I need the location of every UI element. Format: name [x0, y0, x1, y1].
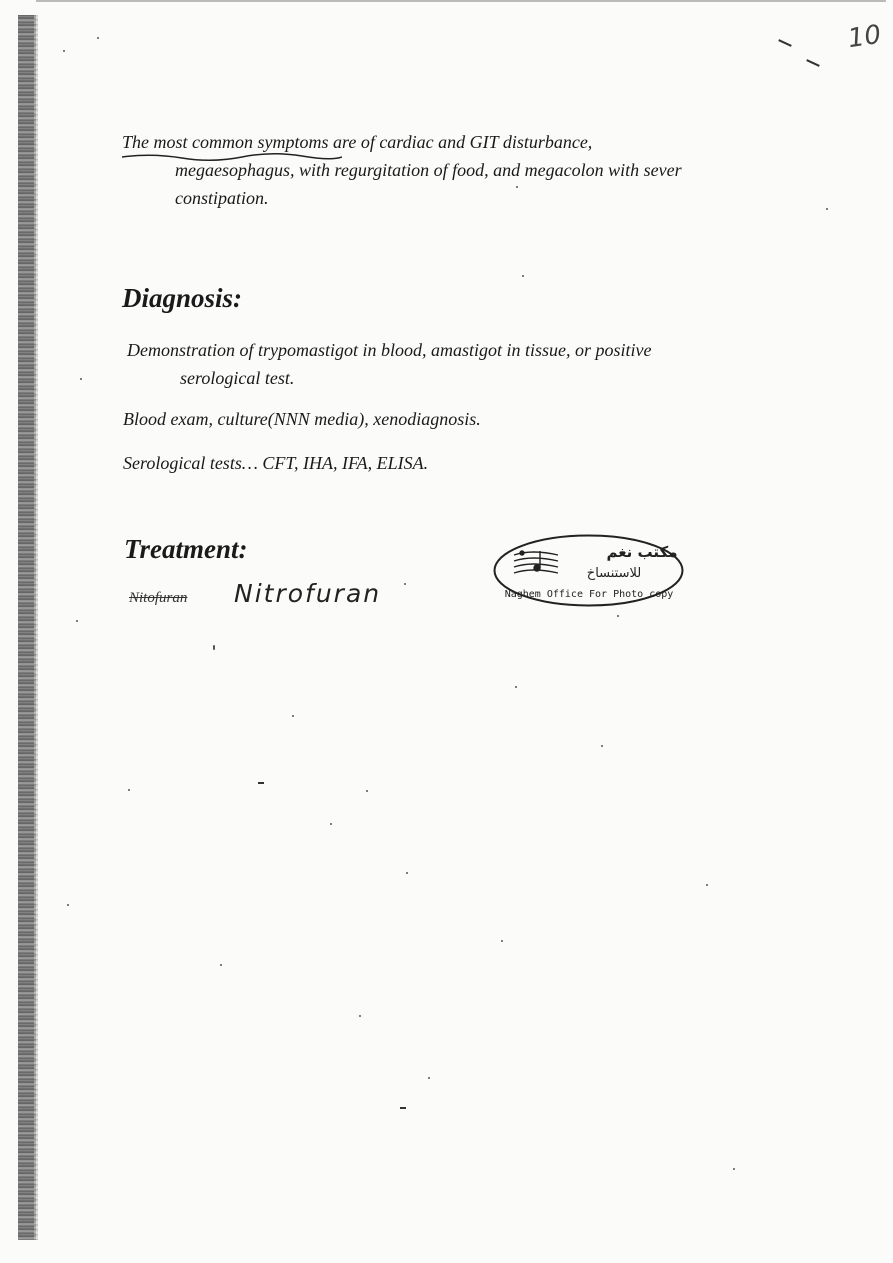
scan-speck: [97, 37, 99, 39]
diagnosis-item-1-line-1: Demonstration of trypomastigot in blood, amastigot in tissue, or positive: [127, 340, 652, 360]
handwritten-drug-name: Nitrofuran: [234, 579, 382, 608]
scan-speck: [128, 789, 130, 791]
diagnosis-heading: Diagnosis:: [122, 283, 243, 313]
scan-speck: [826, 208, 828, 210]
symptoms-line-2: megaesophagus, with regurgitation of food, and megacolon with sever: [175, 160, 682, 180]
symptoms-paragraph: [122, 128, 682, 212]
diagnosis-item-2-text: Blood exam, culture(NNN media), xenodiagnosis.: [123, 409, 481, 429]
scan-speck: [522, 275, 524, 277]
diagnosis-item-1-line-2: serological test.: [180, 368, 295, 388]
scan-speck: [404, 583, 406, 585]
scan-top-edge: [36, 0, 886, 2]
scan-speck: [601, 745, 603, 747]
scan-speck: [428, 1077, 430, 1079]
stamp-english-text: Naghem Office For Photo copy: [504, 589, 674, 600]
scan-speck: [706, 884, 708, 886]
stamp-arabic-line-2: للاستنساخ: [586, 566, 642, 581]
treatment-heading: Treatment:: [124, 534, 248, 564]
diagnosis-item-3: [123, 449, 428, 477]
diagnosis-item-2: [123, 405, 481, 433]
scan-speck: [220, 964, 222, 966]
scan-speck: [515, 686, 517, 688]
scan-speck: [501, 940, 503, 942]
diagnosis-item-3-text: Serological tests… CFT, IHA, IFA, ELISA.: [123, 453, 429, 473]
scan-speck: [406, 872, 408, 874]
scan-speck: [330, 823, 332, 825]
diagnosis-item-1: [127, 336, 652, 392]
page-number: 10: [846, 19, 884, 55]
scan-speck: [76, 620, 78, 622]
scan-speck: [366, 790, 368, 792]
scan-speck: [617, 615, 619, 617]
symptoms-line-3: constipation.: [175, 188, 269, 208]
stamp-arabic-line-1: مكتب نغم: [606, 543, 678, 561]
symptoms-line-1: The most common symptoms are of cardiac and GIT disturbance,: [122, 132, 593, 152]
scan-speck: [733, 1168, 735, 1170]
scan-mark: [778, 39, 792, 47]
scan-speck: [213, 645, 215, 650]
scan-binding-shadow: [34, 15, 38, 1240]
scan-mark: [806, 59, 820, 67]
scan-speck: [258, 782, 264, 784]
pen-underline: [122, 151, 342, 165]
photocopy-office-stamp: [492, 533, 685, 608]
scan-speck: [63, 50, 65, 52]
scan-speck: [67, 904, 69, 906]
scan-speck: [400, 1107, 406, 1109]
scan-speck: [359, 1015, 361, 1017]
stamp-logo-icon: [514, 551, 558, 573]
scan-speck: [80, 378, 82, 380]
struck-drug-name: Nitofuran: [129, 590, 188, 606]
scan-speck: [516, 186, 518, 188]
scan-speck: [292, 715, 294, 717]
